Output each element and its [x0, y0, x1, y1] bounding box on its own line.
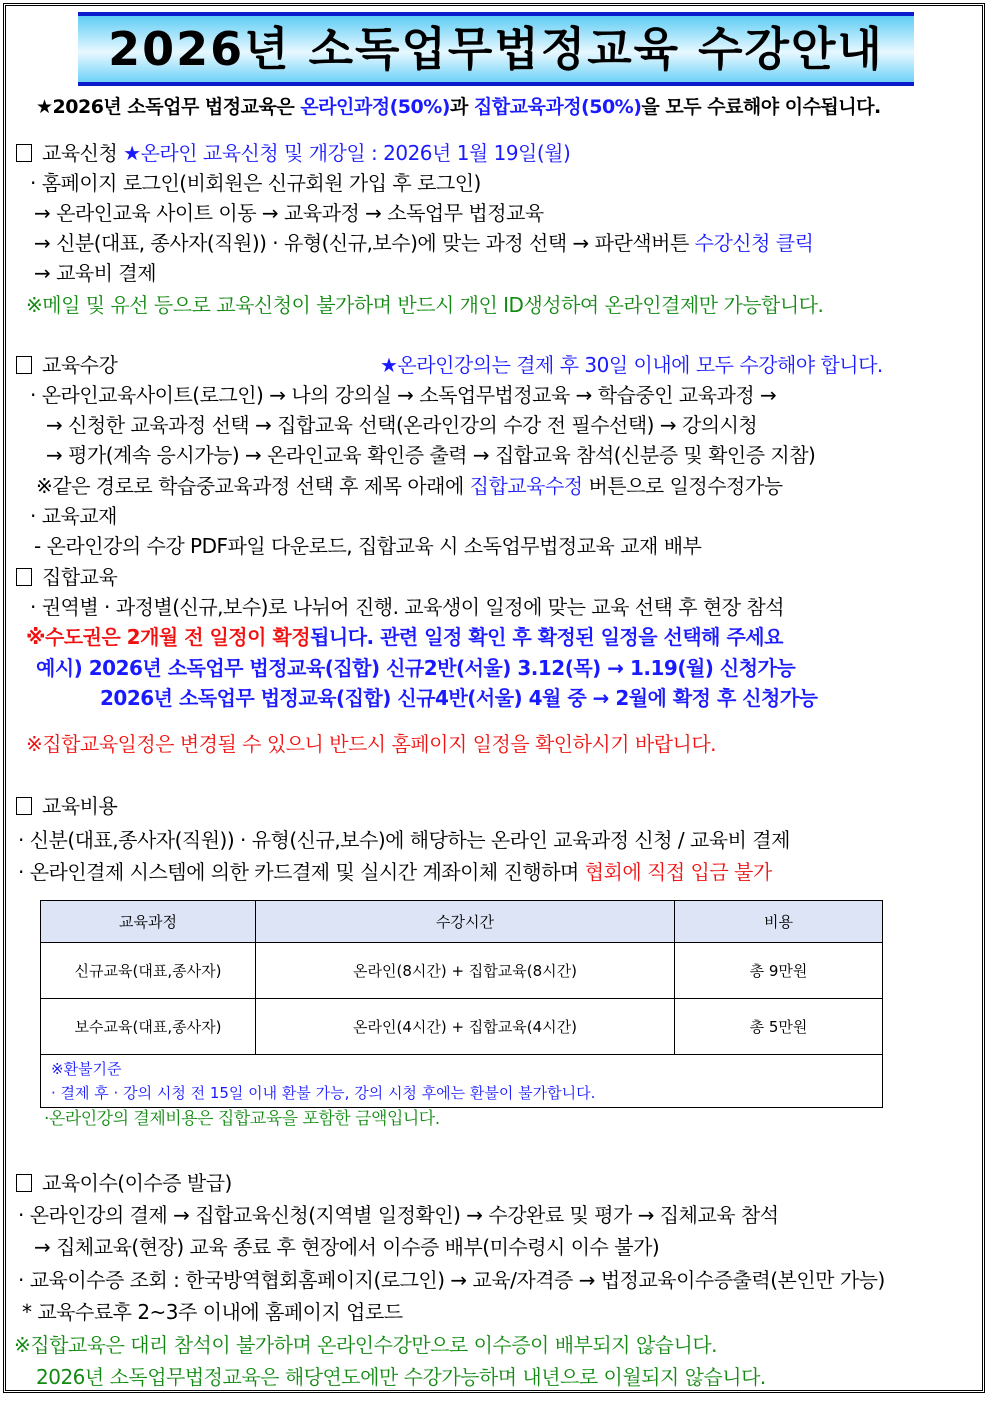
apply-highlight: ★온라인 교육신청 및 개강일 : 2026년 1월 19일(월) [123, 141, 571, 165]
table-row [41, 943, 883, 999]
course-line: · 교육교재 [30, 504, 117, 528]
cost-warning: 협회에 직접 입금 불가 [584, 860, 772, 884]
cost-note: ·온라인강의 결제비용은 집합교육을 포함한 금액입니다. [44, 1109, 440, 1129]
fee-table [40, 900, 883, 1108]
section-title: 교육신청 [42, 141, 118, 165]
table-row [41, 999, 883, 1055]
group-example: 2026년 소독업무 법정교육(집합) 신규4반(서울) 4월 중 → 2월에 확정 후 신청가능 [100, 686, 818, 710]
table-header: 수강시간 [256, 901, 675, 943]
table-cell: 온라인(4시간) + 집합교육(4시간) [256, 999, 675, 1055]
group-line [26, 622, 783, 652]
section-cost-heading [16, 791, 117, 821]
course-edit-hint: 집합교육수정 [469, 474, 583, 498]
table-header: 비용 [675, 901, 883, 943]
intro-online: 온라인과정(50%) [300, 96, 450, 118]
apply-text: → 신분(대표, 종사자(직원)) · 유형(신규,보수)에 맞는 과정 선택 → 파란색버튼 [34, 231, 695, 255]
course-line: - 온라인강의 수강 PDF파일 다운로드, 집합교육 시 소독업무법정교육 교재 배부 [34, 534, 702, 558]
table-cell: 온라인(8시간) + 집합교육(8시간) [256, 943, 675, 999]
refund-title: ※환불기준 [51, 1060, 122, 1078]
course-line: → 신청한 교육과정 선택 → 집합교육 선택(온라인강의 수강 전 필수선택) → 강의시청 [46, 413, 758, 437]
section-title: 집합교육 [42, 565, 118, 589]
section-title: 교육이수(이수증 발급) [42, 1171, 232, 1195]
table-cell: 보수교육(대표,종사자) [41, 999, 256, 1055]
apply-line: → 온라인교육 사이트 이동 → 교육과정 → 소독업무 법정교육 [34, 201, 544, 225]
section-group-heading [16, 562, 117, 592]
table-header: 교육과정 [41, 901, 256, 943]
group-note: ※집합교육일정은 변경될 수 있으니 반드시 홈페이지 일정을 확인하시기 바랍니다. [26, 732, 717, 756]
group-line: · 권역별 · 과정별(신규,보수)로 나뉘어 진행. 교육생이 일정에 맞는 교육 선택 후 현장 참석 [30, 595, 785, 619]
apply-note: ※메일 및 유선 등으로 교육신청이 불가하며 반드시 개인 ID생성하여 온라인결제만 가능합니다. [26, 293, 824, 317]
section-complete-heading [16, 1168, 232, 1198]
cost-line [18, 857, 772, 887]
checkbox-square-icon [16, 1174, 32, 1192]
course-text: 버튼으로 일정수정가능 [582, 474, 783, 498]
checkbox-square-icon [16, 356, 32, 374]
intro-line [36, 92, 881, 122]
intro-group: 집합교육과정(50%) [473, 96, 642, 118]
apply-line: → 교육비 결제 [34, 261, 157, 285]
course-line [36, 471, 783, 501]
cost-line: · 신분(대표,종사자(직원)) · 유형(신규,보수)에 해당하는 온라인 교육과정 신청 / 교육비 결제 [18, 828, 790, 852]
apply-click-hint: 수강신청 클릭 [694, 231, 814, 255]
table-cell: 총 9만원 [675, 943, 883, 999]
cost-text: · 온라인결제 시스템에 의한 카드결제 및 실시간 계좌이체 진행하며 [18, 860, 585, 884]
complete-note: 2026년 소독업무법정교육은 해당연도에만 수강가능하며 내년으로 이월되지 않습니다. [36, 1365, 766, 1389]
group-confirm-notice: ※수도권은 2개월 전 일정이 확정 [26, 625, 311, 649]
intro-text: 과 [449, 96, 474, 118]
complete-line: → 집체교육(현장) 교육 종료 후 현장에서 이수증 배부(미수령시 이수 불가) [34, 1235, 660, 1259]
intro-text: ★2026년 소독업무 법정교육은 [36, 96, 301, 118]
table-cell: 총 5만원 [675, 999, 883, 1055]
checkbox-square-icon [16, 568, 32, 586]
complete-line: * 교육수료후 2~3주 이내에 홈페이지 업로드 [22, 1300, 403, 1324]
checkbox-square-icon [16, 797, 32, 815]
section-title: 교육비용 [42, 794, 118, 818]
page-title: 2026년 소독업무법정교육 수강안내 [78, 12, 914, 86]
apply-line [34, 228, 813, 258]
refund-row [41, 1055, 883, 1108]
table-header-row [41, 901, 883, 943]
course-line: · 온라인교육사이트(로그인) → 나의 강의실 → 소독업무법정교육 → 학습중인 교육과정 → [30, 383, 777, 407]
refund-policy [41, 1055, 883, 1108]
section-apply-heading [16, 138, 570, 168]
complete-line: · 교육이수증 조회 : 한국방역협회홈페이지(로그인) → 교육/자격증 → 법정교육이수증출력(본인만 가능) [18, 1268, 885, 1292]
group-example: 예시) 2026년 소독업무 법정교육(집합) 신규2반(서울) 3.12(목) → 1.19(월) 신청가능 [36, 656, 796, 680]
course-highlight: ★온라인강의는 결제 후 30일 이내에 모두 수강해야 합니다. [380, 353, 883, 377]
intro-text: 을 모두 수료해야 이수됩니다. [641, 96, 881, 118]
complete-note: ※집합교육은 대리 참석이 불가하며 온라인수강만으로 이수증이 배부되지 않습니다. [14, 1333, 717, 1357]
course-text: ※같은 경로로 학습중교육과정 선택 후 제목 아래에 [36, 474, 470, 498]
apply-line: · 홈페이지 로그인(비회원은 신규회원 가입 후 로그인) [30, 171, 481, 195]
refund-text: · 결제 후 · 강의 시청 전 15일 이내 환불 가능, 강의 시청 후에는 환불이 불가합니다. [51, 1084, 596, 1102]
table-cell: 신규교육(대표,종사자) [41, 943, 256, 999]
checkbox-square-icon [16, 144, 32, 162]
course-line: → 평가(계속 응시가능) → 온라인교육 확인증 출력 → 집합교육 참석(신분증 및 확인증 지참) [46, 443, 816, 467]
complete-line: · 온라인강의 결제 → 집합교육신청(지역별 일정확인) → 수강완료 및 평가 → 집체교육 참석 [18, 1203, 779, 1227]
section-title: 교육수강 [42, 353, 118, 377]
group-text: 됩니다. 관련 일정 확인 후 확정된 일정을 선택해 주세요 [310, 625, 783, 649]
section-course-heading [16, 350, 117, 380]
